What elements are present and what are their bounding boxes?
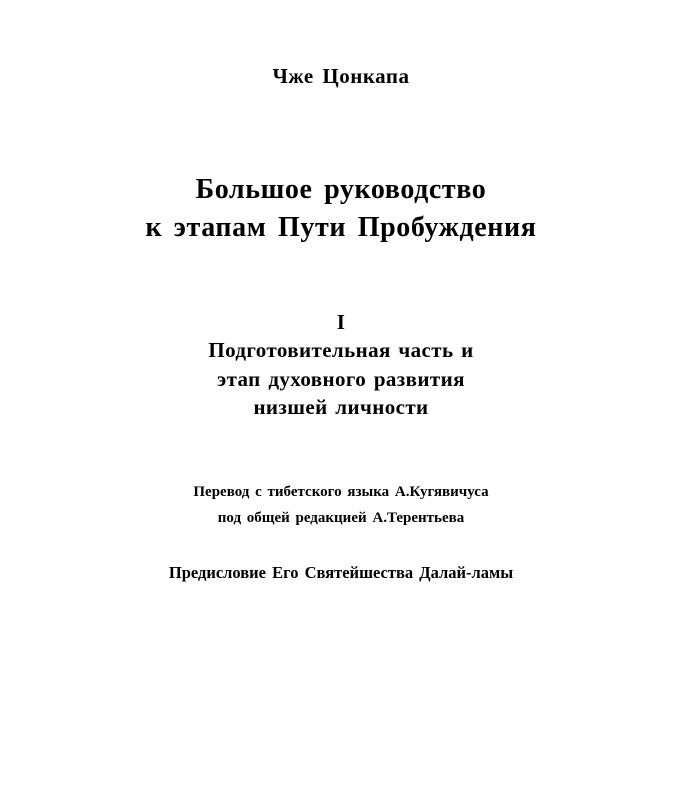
volume-number: I (336, 310, 346, 334)
editor-credit: под общей редакцией А.Терентьева (217, 510, 465, 526)
translator-credit: Перевод с тибетского языка А.Кугявичуса (193, 484, 489, 500)
volume-title-line-3: низшей личности (253, 395, 429, 419)
preface-credit: Предисловие Его Святейшества Далай-ламы (168, 563, 514, 582)
book-title-line-1: Большое руководство (195, 174, 487, 205)
volume-title-line-1: Подготовительная часть и (208, 338, 474, 362)
book-title-line-2: к этапам Пути Пробуждения (145, 212, 537, 243)
author-name: Чже Цонкапа (272, 64, 410, 88)
volume-title-line-2: этап духовного развития (217, 367, 465, 391)
